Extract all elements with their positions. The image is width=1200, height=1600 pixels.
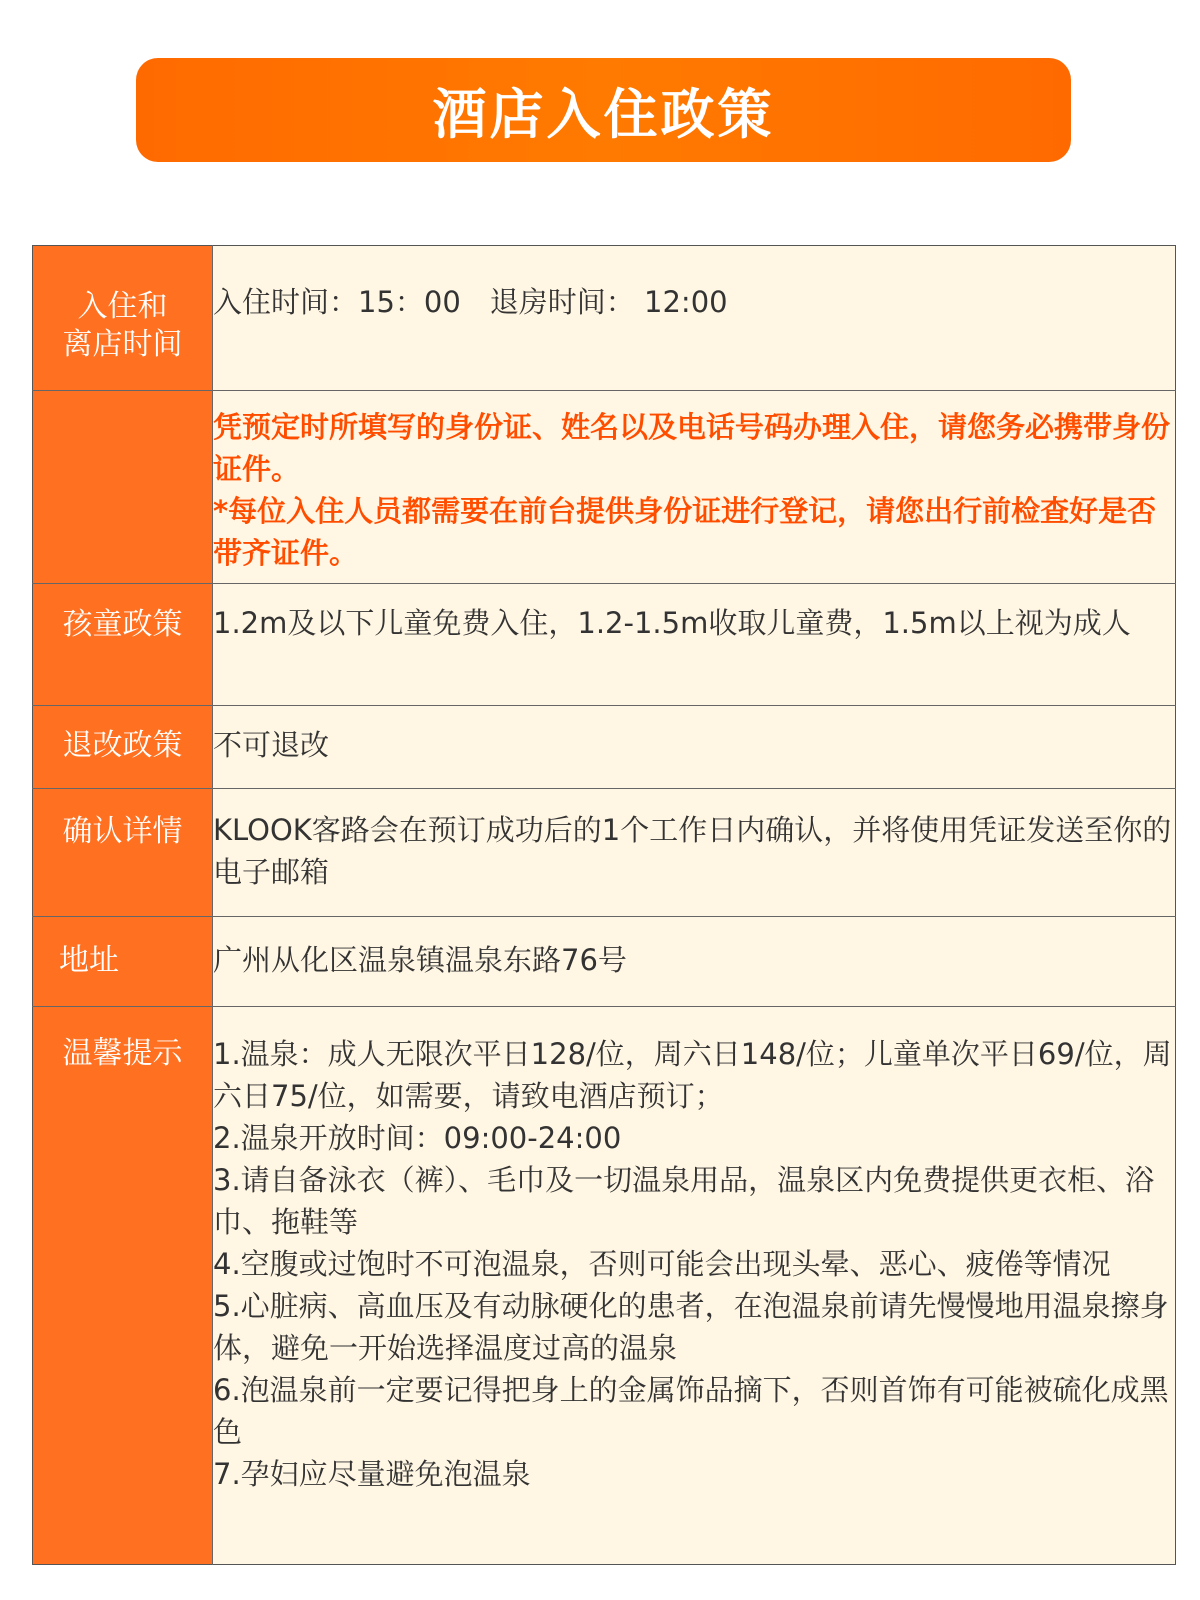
table-row-confirmation — [33, 789, 1176, 917]
list-item: 5.心脏病、高血压及有动脉硬化的患者，在泡温泉前请先慢慢地用温泉擦身体，避免一开始选择温度过高的温泉 — [213, 1289, 1169, 1365]
row-value-cell — [213, 917, 1176, 1007]
confirmation-text: KLOOK客路会在预订成功后的1个工作日内确认，并将使用凭证发送至你的电子邮箱 — [213, 813, 1172, 889]
row-value-cell — [213, 706, 1176, 789]
checkin-times: 入住时间：15：00 退房时间： 12:00 — [213, 285, 728, 319]
row-label-cell — [33, 789, 213, 917]
child-policy-label: 孩童政策 — [62, 607, 183, 642]
list-item: 7.孕妇应尽量避免泡温泉 — [213, 1457, 531, 1491]
row-value-cell — [213, 246, 1176, 391]
title-banner — [136, 58, 1071, 162]
tips-label: 温馨提示 — [62, 1036, 183, 1071]
refund-policy-label: 退改政策 — [62, 728, 183, 763]
child-policy-text: 1.2m及以下儿童免费入住，1.2-1.5m收取儿童费，1.5m以上视为成人 — [213, 606, 1131, 640]
row-label-cell — [33, 917, 213, 1007]
id-registration-note: *每位入住人员都需要在前台提供身份证进行登记，请您出行前检查好是否带齐证件。 — [213, 494, 1157, 570]
address-text: 广州从化区温泉镇温泉东路76号 — [213, 943, 627, 977]
row-label-cell — [33, 246, 213, 391]
row-label-cell — [33, 1007, 213, 1565]
page-title: 酒店入住政策 — [432, 82, 775, 146]
table-row-child-policy — [33, 584, 1176, 706]
row-label-cell — [33, 584, 213, 706]
table-row-checkin — [33, 246, 1176, 391]
address-label: 地址 — [59, 943, 119, 978]
table-row-address — [33, 917, 1176, 1007]
checkin-label: 入住和 离店时间 — [62, 289, 183, 362]
row-value-cell — [213, 789, 1176, 917]
row-value-cell — [213, 1007, 1176, 1565]
list-item: 4.空腹或过饱时不可泡温泉，否则可能会出现头晕、恶心、疲倦等情况 — [213, 1247, 1111, 1281]
list-item: 1.温泉：成人无限次平日128/位，周六日148/位；儿童单次平日69/位，周六日75/位，如需要，请致电酒店预订； — [213, 1037, 1172, 1113]
table-row-refund-policy — [33, 706, 1176, 789]
row-value-cell — [213, 584, 1176, 706]
list-item: 3.请自备泳衣（裤）、毛巾及一切温泉用品，温泉区内免费提供更衣柜、浴巾、拖鞋等 — [213, 1163, 1155, 1239]
row-value-cell — [213, 391, 1176, 584]
table-row-id-requirement — [33, 391, 1176, 584]
row-label-cell — [33, 706, 213, 789]
table-row-tips — [33, 1007, 1176, 1565]
list-item: 2.温泉开放时间：09:00-24:00 — [213, 1121, 622, 1155]
id-requirement-text: 凭预定时所填写的身份证、姓名以及电话号码办理入住，请您务必携带身份证件。 — [213, 410, 1171, 486]
policy-table — [32, 245, 1176, 1565]
row-label-cell — [33, 391, 213, 584]
tips-list — [213, 1007, 1175, 1495]
refund-policy-text: 不可退改 — [213, 728, 330, 762]
confirmation-label: 确认详情 — [62, 814, 183, 849]
list-item: 6.泡温泉前一定要记得把身上的金属饰品摘下，否则首饰有可能被硫化成黑色 — [213, 1373, 1169, 1449]
